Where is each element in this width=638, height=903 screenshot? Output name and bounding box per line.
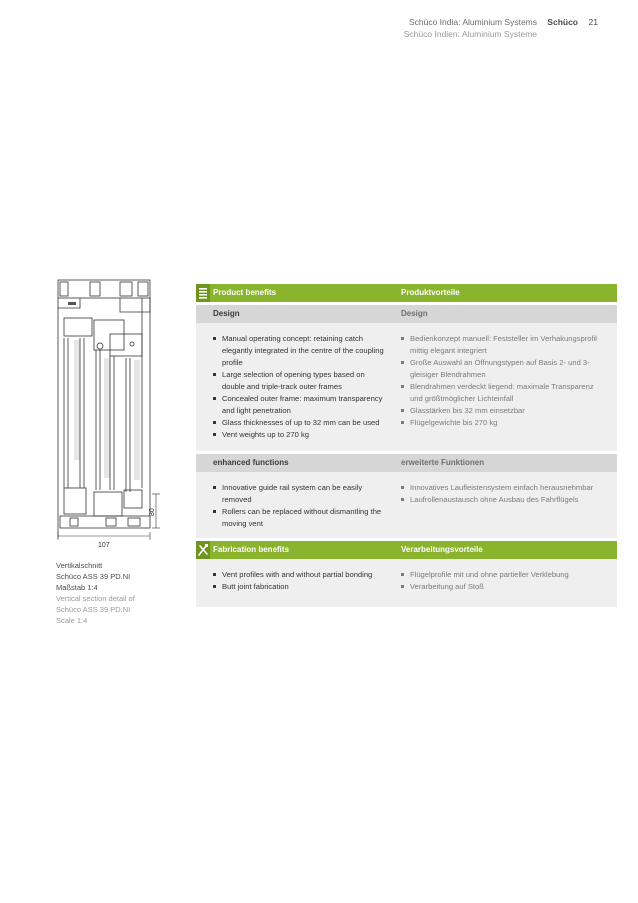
list-item: Innovative guide rail system can be easily removed xyxy=(213,482,388,506)
header-title-de: Schüco Indien: Aluminium Systeme xyxy=(403,29,537,39)
coupling-profile xyxy=(64,318,92,336)
product-benefits-label-en: Product benefits xyxy=(213,288,277,297)
enhanced-label-en: enhanced functions xyxy=(213,458,289,467)
list-item: Butt joint fabrication xyxy=(213,581,388,593)
list-item: Vent profiles with and without partial bonding xyxy=(213,569,388,581)
list-item: Innovatives Laufleistensystem einfach herausnehmbar xyxy=(401,482,601,494)
list-item: Large selection of opening types based on double and triple-track outer frames xyxy=(213,369,388,393)
list-item: Flügelgewichte bis 270 kg xyxy=(401,417,601,429)
list-item: Concealed outer frame: maximum transparency and light penetration xyxy=(213,393,388,417)
fabrication-benefits-header xyxy=(196,541,617,559)
caption-de-line1: Vertikalschnitt xyxy=(56,561,103,570)
list-item: Glass thicknesses of up to 32 mm can be used xyxy=(213,417,388,429)
fabrication-label-en: Fabrication benefits xyxy=(213,545,290,554)
list-item: Blendrahmen verdeckt liegend: maximale Transparenz und größtmöglicher Lichteinfall xyxy=(401,381,601,405)
fabrication-body xyxy=(196,559,617,607)
vertical-section-drawing xyxy=(50,278,162,550)
drawing-caption xyxy=(56,560,135,626)
list-item: Laufrollenaustausch ohne Ausbau des Fahrflügels xyxy=(401,494,601,506)
enhanced-functions-subheader xyxy=(196,454,617,472)
bottom-frame xyxy=(64,488,86,514)
caption-de-line2: Schüco ASS 39 PD.NI xyxy=(56,572,131,581)
header-title-en: Schüco India: Aluminium Systems xyxy=(408,17,537,27)
list-item: Vent weights up to 270 kg xyxy=(213,429,388,441)
list-item: Flügelprofile mit und ohne partieller Verklebung xyxy=(401,569,601,581)
design-subheader xyxy=(196,305,617,323)
product-benefits-header xyxy=(196,284,617,302)
caption-en-line1: Vertical section detail of xyxy=(56,594,135,603)
list-item: Große Auswahl an Öffnungstypen auf Basis 2- und 3-gleisiger Blendrahmen xyxy=(401,357,601,381)
caption-en-line3: Scale 1:4 xyxy=(56,616,88,625)
design-label-en: Design xyxy=(213,309,240,318)
section-drawing xyxy=(50,278,162,550)
brand-name: Schüco xyxy=(547,17,578,27)
dimension-height-label: 80 xyxy=(149,508,156,516)
list-icon xyxy=(196,284,210,302)
page-header xyxy=(0,17,638,47)
top-frame xyxy=(58,280,150,298)
list-item: Verarbeitung auf Stoß xyxy=(401,581,601,593)
fabrication-label-de: Verarbeitungsvorteile xyxy=(401,545,483,554)
dimension-width-label: 107 xyxy=(98,542,110,549)
enhanced-functions-body xyxy=(196,472,617,538)
list-item: Glasstärken bis 32 mm einsetzbar xyxy=(401,405,601,417)
list-item: Manual operating concept: retaining catch elegantly integrated in the centre of the coupling profile xyxy=(213,333,388,369)
enhanced-label-de: erweiterte Funktionen xyxy=(401,458,485,467)
tools-icon xyxy=(196,541,210,559)
caption-en-line2: Schüco ASS 39 PD.NI xyxy=(56,605,131,614)
page-number: 21 xyxy=(588,17,598,27)
list-item: Bedienkonzept manuell: Feststeller im Verhakungsprofil mittig elegant integriert xyxy=(401,333,601,357)
design-body xyxy=(196,323,617,451)
list-item: Rollers can be replaced without dismantling the moving vent xyxy=(213,506,388,530)
benefits-table xyxy=(196,284,617,607)
design-label-de: Design xyxy=(401,309,428,318)
product-benefits-label-de: Produktvorteile xyxy=(401,288,460,297)
caption-de-line3: Maßstab 1:4 xyxy=(56,583,98,592)
